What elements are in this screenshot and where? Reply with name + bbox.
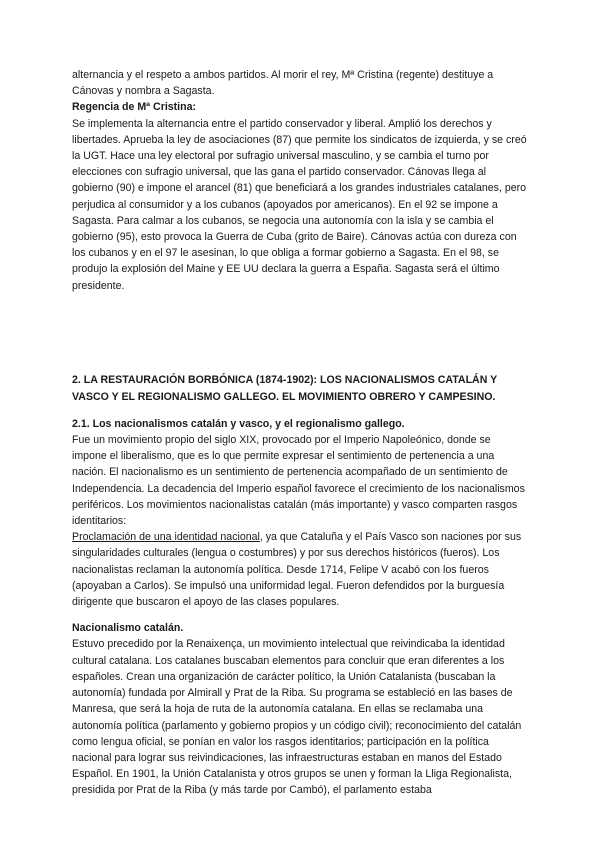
heading-regencia: Regencia de Mª Cristina: <box>72 101 197 114</box>
heading-catalan: Nacionalismo catalán. <box>72 622 184 635</box>
spacer <box>72 406 528 416</box>
paragraph-proclamacion <box>72 529 528 610</box>
spacer <box>72 610 528 620</box>
underlined-phrase: Proclamación de una identidad nacional <box>72 531 260 544</box>
paragraph-intro: alternancia y el respeto a ambos partidos. Al morir el rey, Mª Cristina (regente) destituye a Cánovas y nombra a Sagasta. <box>72 69 494 98</box>
document-page <box>72 67 528 799</box>
paragraph-regencia: Se implementa la alternancia entre el partido conservador y liberal. Amplió los derechos y libertades. Aprueba la ley de asociaciones (87) que permite los sindicatos de izquierda, y se creó la UGT. Hace una ley electoral por sufragio universal masculino, y se cambia el turno por elecciones con sufragio universal, que las gana el partido conservador. Cánovas llega al gobierno (90) e impone el arancel (81) que beneficiará a los grandes industriales catalanes, pero perjudica al consumidor y a los cubanos (apoyados por americanos). En el 92 se impone a Sagasta. Para calmar a los cubanos, se negocia una autonomía con la isla y se cambia el gobierno (95), esto provoca la Guerra de Cuba (grito de Baire). Cánovas actúa con dureza con los cubanos y en el 97 le asesinan, lo que obliga a formar gobierno a Sagasta. En el 98, se produjo la explosión del Maine y EE UU declara la guerra a España. Sagasta será el último presidente. <box>72 117 527 292</box>
paragraph-catalan: Estuvo precedido por la Renaixença, un movimiento intelectual que reivindicaba la identidad cultural catalana. Los catalanes buscaban elementos para concluir que eran diferentes a los españoles. Crean una organización de carácter político, la Unión Catalanista (buscaban la autonomía) fundada por Almirall y Prat de la Riba. Su programa se estableció en las bases de Manresa, que será la hoja de ruta de la autonomía catalana. En ellas se reclamaba una autonomía política (parlamento y gobierno propios y un código civil); reconocimiento del catalán como lengua oficial, se ponían en valor los rasgos identitarios; participación en la política nacional para lograr sus reivindicaciones, las infraestructuras estaban en manos del Estado Español. En 1901, la Unión Catalanista y otros grupos se unen y forman la Lliga Regionalista, presidida por Prat de la Riba (y más tarde por Cambó), el parlamento estaba <box>72 638 522 797</box>
spacer <box>72 294 528 372</box>
sub-heading-nacionalismos: 2.1. Los nacionalismos catalán y vasco, y el regionalismo gallego. <box>72 417 405 430</box>
section-title: 2. LA RESTAURACIÓN BORBÓNICA (1874-1902): LOS NACIONALISMOS CATALÁN Y VASCO Y EL REGIONALISMO GALLEGO. EL MOVIMIENTO OBRERO Y CAMPESINO. <box>72 373 497 403</box>
paragraph-nacionalismos: Fue un movimiento propio del siglo XIX, provocado por el Imperio Napoleónico, donde se impone el liberalismo, que es lo que permite expresar el sentimiento de pertenencia a una nación. El nacionalismo es un sentimiento de pertenencia acompañado de un sentimiento de Independencia. La decadencia del Imperio español favorece el crecimiento de los nacionalismos periféricos. Los movimientos nacionalistas catalán (más importante) y vasco comparten rasgos identitarios: <box>72 434 525 528</box>
paragraph-proclamacion-text: , ya que Cataluña y el País Vasco son naciones por sus singularidades culturales (lengua o costumbres) y por sus derechos históricos (fueros). Los nacionalistas reclaman la autonomía política. Desde 1714, Felipe V acabó con los fueros (apoyaban a Carlos). Se impulsó una uniformidad legal. Fueron defendidos por la burguesía dirigente que buscaron el apoyo de las clases populares. <box>72 531 522 609</box>
